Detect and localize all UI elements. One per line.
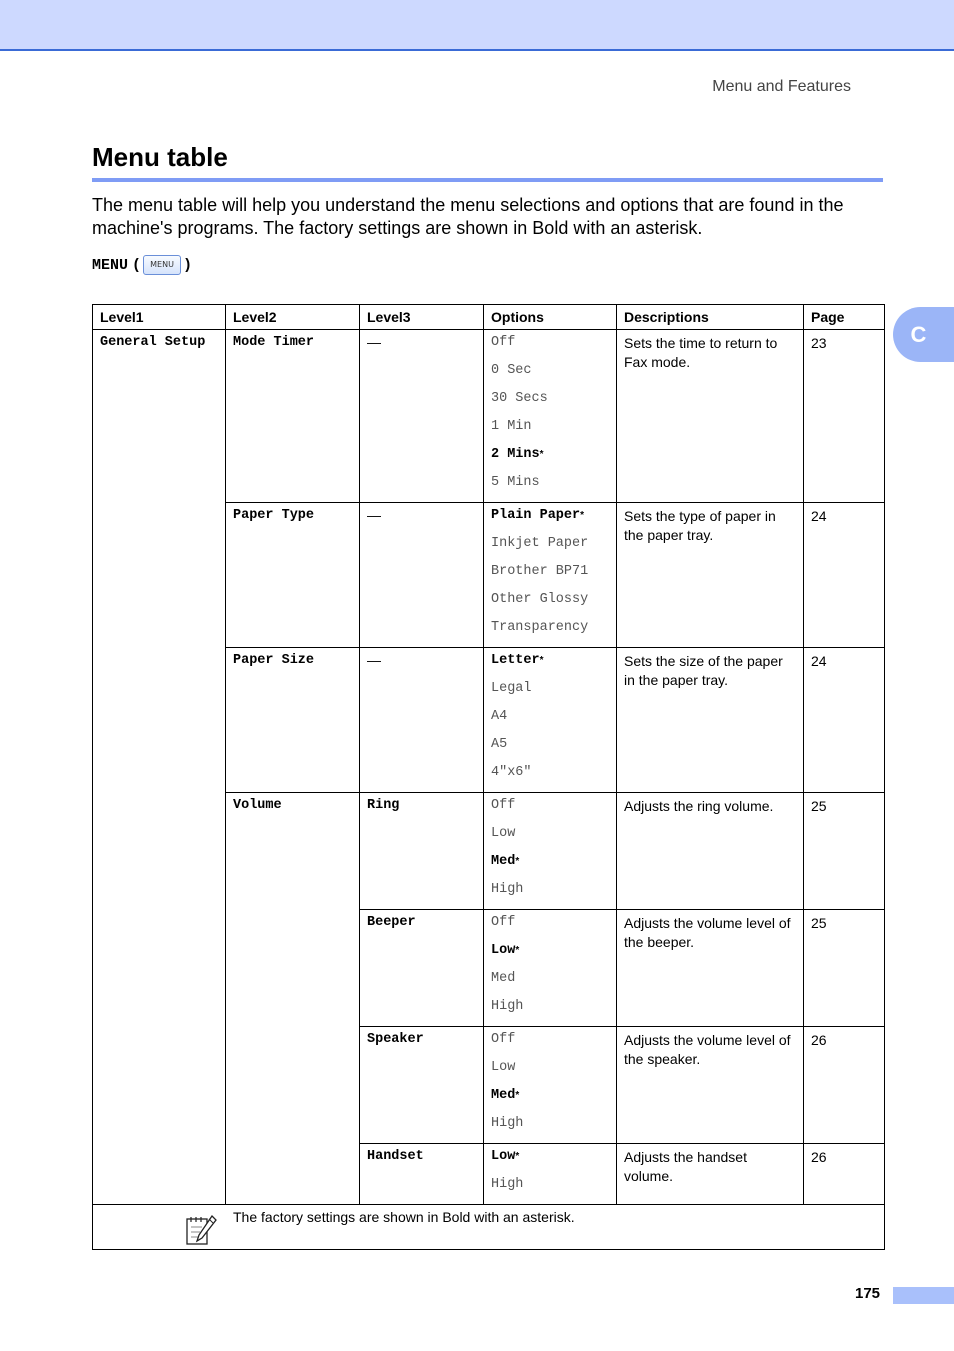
page-cell: 24 xyxy=(804,503,885,648)
option-item: Plain Paper* xyxy=(491,508,585,523)
option-item: 30 Secs xyxy=(491,391,548,406)
option-item: Low xyxy=(491,826,516,841)
col-header-descriptions: Descriptions xyxy=(617,305,804,330)
option-item: 0 Sec xyxy=(491,363,532,378)
level3-cell: Beeper xyxy=(360,910,484,1027)
option-item: Low* xyxy=(491,943,520,958)
menu-label: MENU xyxy=(92,256,129,274)
level3-cell: — xyxy=(360,648,484,793)
description-cell: Adjusts the ring volume. xyxy=(617,793,804,910)
level3-cell: Speaker xyxy=(360,1027,484,1144)
description-cell: Sets the size of the paper in the paper tray. xyxy=(617,648,804,793)
option-item: Low* xyxy=(491,1149,520,1164)
page-cell: 25 xyxy=(804,793,885,910)
options-list xyxy=(484,793,616,909)
page-cell: 25 xyxy=(804,910,885,1027)
menu-open-paren: ( xyxy=(132,256,142,274)
col-header-level3: Level3 xyxy=(360,305,484,330)
option-item: High xyxy=(491,1177,524,1192)
option-item: Legal xyxy=(491,681,532,696)
note-row xyxy=(93,1205,885,1250)
option-item: Off xyxy=(491,798,516,813)
option-item: Med xyxy=(491,971,516,986)
option-item: Transparency xyxy=(491,620,589,635)
option-item: Low xyxy=(491,1060,516,1075)
options-cell xyxy=(484,330,617,503)
menu-close-paren: ) xyxy=(183,256,193,274)
description-cell: Adjusts the volume level of the speaker. xyxy=(617,1027,804,1144)
description-cell: Sets the time to return to Fax mode. xyxy=(617,330,804,503)
page-number: 175 xyxy=(855,1285,881,1302)
level2-cell: Paper Size xyxy=(226,648,360,793)
option-item: A4 xyxy=(491,709,508,724)
options-list xyxy=(484,1144,616,1204)
options-list xyxy=(484,910,616,1026)
options-cell xyxy=(484,1144,617,1205)
title-rule xyxy=(92,178,883,182)
options-cell xyxy=(484,1027,617,1144)
option-item: A5 xyxy=(491,737,508,752)
intro-paragraph: The menu table will help you understand the menu selections and options that are found in the machine's programs. The factory settings are shown in Bold with an asterisk. xyxy=(92,195,844,238)
page-cell: 26 xyxy=(804,1144,885,1205)
option-item: High xyxy=(491,999,524,1014)
option-item: Off xyxy=(491,335,516,350)
note-pencil-icon xyxy=(185,1213,217,1247)
menu-table xyxy=(92,304,885,1250)
option-item: Off xyxy=(491,1032,516,1047)
col-header-options: Options xyxy=(484,305,617,330)
level1-cell: General Setup xyxy=(93,330,226,1205)
col-header-page: Page xyxy=(804,305,885,330)
note-cell xyxy=(93,1205,885,1250)
menu-path xyxy=(92,255,192,275)
option-item: Med* xyxy=(491,1088,520,1103)
option-item: 2 Mins* xyxy=(491,447,544,462)
option-item: High xyxy=(491,1116,524,1131)
running-head: Menu and Features xyxy=(712,78,851,95)
option-item: Inkjet Paper xyxy=(491,536,589,551)
page-cell: 23 xyxy=(804,330,885,503)
options-list xyxy=(484,503,616,647)
option-item: 4"x6" xyxy=(491,765,532,780)
menu-key-icon: MENU xyxy=(143,255,181,275)
level3-cell: — xyxy=(360,503,484,648)
options-cell xyxy=(484,793,617,910)
option-item: Other Glossy xyxy=(491,592,589,607)
level2-cell: Volume xyxy=(226,793,360,1205)
description-cell: Adjusts the handset volume. xyxy=(617,1144,804,1205)
options-cell xyxy=(484,910,617,1027)
options-list xyxy=(484,648,616,792)
options-list xyxy=(484,1027,616,1143)
level3-cell: Handset xyxy=(360,1144,484,1205)
col-header-level1: Level1 xyxy=(93,305,226,330)
option-item: Off xyxy=(491,915,516,930)
note-text: The factory settings are shown in Bold with an asterisk. xyxy=(233,1209,575,1225)
options-cell xyxy=(484,503,617,648)
option-item: Med* xyxy=(491,854,520,869)
option-item: High xyxy=(491,882,524,897)
level2-cell: Paper Type xyxy=(226,503,360,648)
option-item: 5 Mins xyxy=(491,475,540,490)
footer-bar xyxy=(893,1287,954,1304)
level3-cell: — xyxy=(360,330,484,503)
options-cell xyxy=(484,648,617,793)
level3-cell: Ring xyxy=(360,793,484,910)
table-row xyxy=(93,330,885,503)
table-header-row xyxy=(93,305,885,330)
level2-cell: Mode Timer xyxy=(226,330,360,503)
page-cell: 26 xyxy=(804,1027,885,1144)
top-band xyxy=(0,0,954,51)
page-title: Menu table xyxy=(92,142,228,172)
page-cell: 24 xyxy=(804,648,885,793)
option-item: Letter* xyxy=(491,653,544,668)
option-item: 1 Min xyxy=(491,419,532,434)
appendix-tab: C xyxy=(893,307,954,362)
col-header-level2: Level2 xyxy=(226,305,360,330)
option-item: Brother BP71 xyxy=(491,564,589,579)
options-list xyxy=(484,330,616,502)
description-cell: Adjusts the volume level of the beeper. xyxy=(617,910,804,1027)
description-cell: Sets the type of paper in the paper tray. xyxy=(617,503,804,648)
